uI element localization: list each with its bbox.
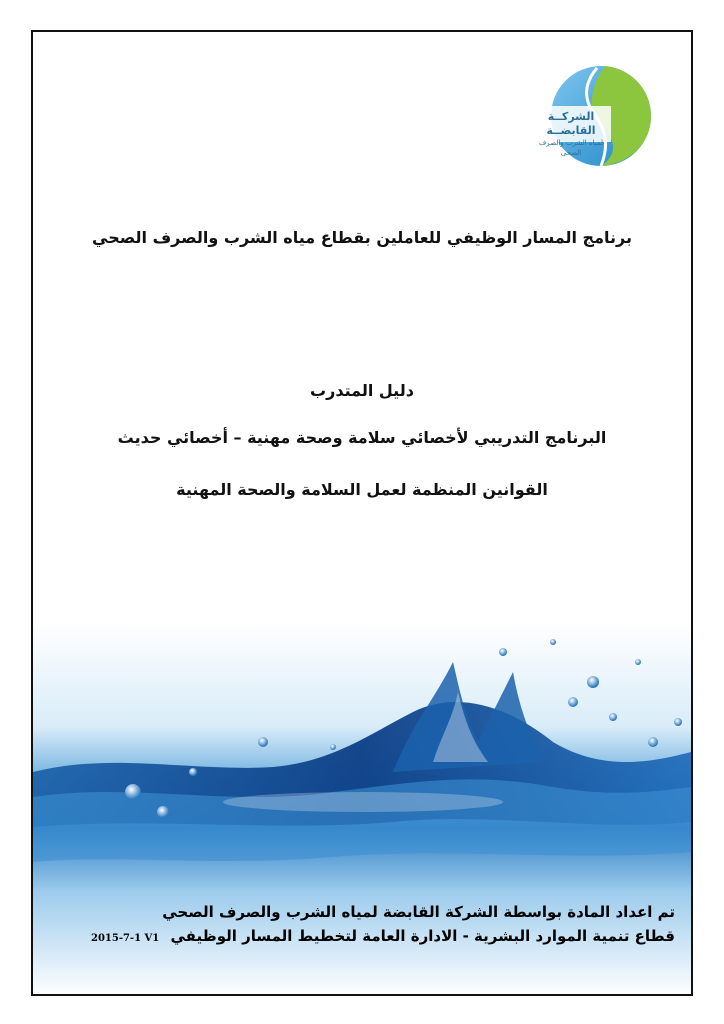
document-main-title: برنامج المسار الوظيفي للعاملين بقطاع مياه الشرب والصرف الصحي — [92, 228, 632, 247]
company-logo — [531, 58, 661, 170]
footer-department-text: قطاع تنمية الموارد البشرية - الادارة العامة لتخطيط المسار الوظيفي — [170, 927, 675, 945]
cover-page — [31, 30, 693, 996]
footer-version: 2015-7-1 V1 — [90, 933, 160, 944]
logo-text — [531, 110, 611, 158]
footer-department — [91, 924, 675, 951]
footer-credits — [91, 900, 675, 951]
logo-name-line1: الشركــة القابضــة — [546, 110, 596, 137]
guide-title: دليل المتدرب — [310, 381, 414, 400]
program-title: البرنامج التدريبي لأخصائي سلامة وصحة مهنية – أخصائي حديث — [117, 428, 607, 447]
logo-name-line2: لمياه الشرب والصرف الصحى — [539, 139, 603, 157]
footer-prepared-by: تم اعداد المادة بواسطة الشركة القابضة لمياه الشرب والصرف الصحي — [162, 903, 675, 921]
topic-title: القوانين المنظمة لعمل السلامة والصحة المهنية — [176, 480, 548, 499]
